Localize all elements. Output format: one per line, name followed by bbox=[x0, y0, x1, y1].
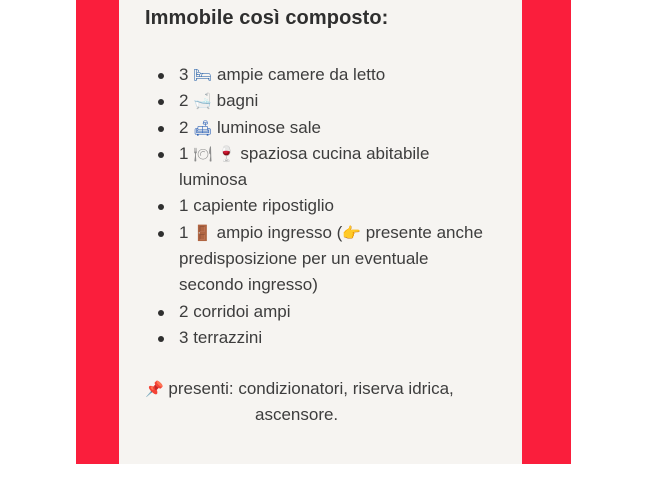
feature-text: luminose sale bbox=[216, 117, 321, 137]
feature-count: 2 bbox=[179, 117, 189, 137]
section-title: Immobile così composto: bbox=[145, 7, 389, 29]
feature-item bbox=[145, 115, 495, 141]
extras-line-1 bbox=[145, 376, 505, 402]
feature-count: 3 bbox=[179, 65, 189, 84]
pushpin-icon: 📌 bbox=[145, 380, 164, 398]
feature-count: 2 bbox=[179, 91, 189, 111]
feature-item bbox=[145, 299, 495, 325]
feature-text: spaziosa cucina abitabile luminosa bbox=[179, 143, 430, 190]
feature-item bbox=[145, 62, 495, 88]
plate-cutlery-icon: 🍽 bbox=[193, 144, 213, 163]
feature-count: 3 bbox=[179, 327, 189, 347]
feature-count: 1 bbox=[179, 143, 189, 163]
feature-item bbox=[145, 325, 495, 351]
feature-item bbox=[145, 220, 495, 299]
feature-text: corridoi ampi bbox=[193, 301, 291, 321]
feature-item bbox=[145, 88, 495, 114]
feature-text: terrazzini bbox=[193, 327, 263, 347]
feature-text-continued: presente anche predisposizione per un eventuale secondo ingresso) bbox=[179, 222, 483, 295]
extras-line-2: ascensore. bbox=[255, 405, 339, 424]
listing-card bbox=[119, 0, 522, 464]
feature-text: bagni bbox=[216, 91, 259, 111]
door-icon: 🚪 bbox=[193, 223, 212, 242]
pointing-hand-icon: 👉 bbox=[342, 223, 361, 242]
wine-glass-icon: 🍷 bbox=[216, 144, 236, 163]
feature-count: 1 bbox=[179, 196, 189, 216]
extras-text-1: presenti: condizionatori, riserva idrica, bbox=[168, 379, 454, 398]
feature-text: ampio ingresso ( bbox=[216, 222, 343, 242]
sofa-icon: 🛋 bbox=[193, 118, 213, 137]
bed-icon: 🛏 bbox=[193, 66, 213, 84]
feature-count: 2 bbox=[179, 301, 189, 321]
bathtub-icon: 🛁 bbox=[193, 92, 212, 111]
feature-text: ampie camere da letto bbox=[216, 65, 386, 84]
features-list bbox=[145, 62, 495, 351]
feature-count: 1 bbox=[179, 222, 189, 242]
feature-item bbox=[145, 193, 495, 219]
feature-item bbox=[145, 141, 495, 194]
feature-text: capiente ripostiglio bbox=[193, 196, 335, 216]
extras-note bbox=[145, 376, 505, 428]
